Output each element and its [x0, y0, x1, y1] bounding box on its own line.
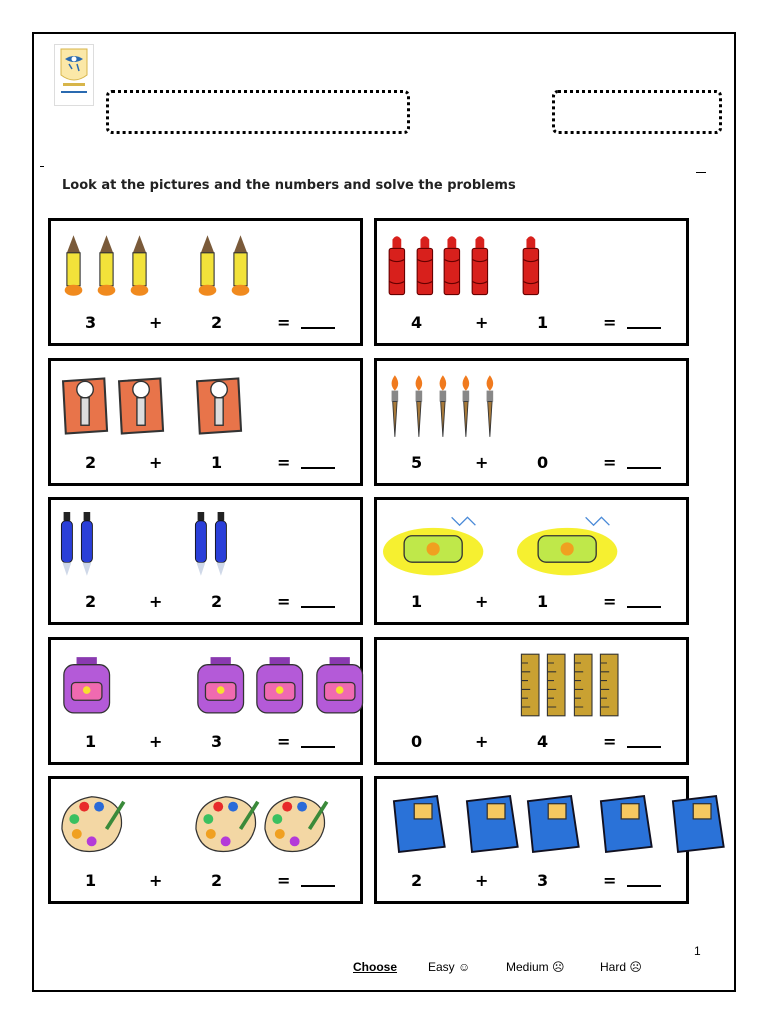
plus-sign: +: [149, 871, 163, 890]
problem-box: [374, 637, 689, 765]
problem-pictures: [51, 644, 360, 730]
pen-icon: [57, 512, 77, 583]
palette-icon: [57, 791, 126, 862]
notebook-icon: [383, 791, 456, 862]
pencil-icon: [224, 233, 257, 304]
plus-sign: +: [475, 313, 489, 332]
first-number: 0: [411, 732, 423, 751]
plus-sign: +: [149, 732, 163, 751]
problem-box: [48, 637, 363, 765]
problem-box: [48, 218, 363, 346]
second-number: 0: [537, 453, 549, 472]
problem-pictures: [377, 504, 686, 590]
equals-sign: =: [277, 453, 291, 472]
problem-box: [374, 358, 689, 486]
second-number: 2: [211, 313, 223, 332]
paintbrush-icon: [407, 373, 431, 444]
answer-blank[interactable]: [627, 732, 661, 748]
second-number: 4: [537, 732, 549, 751]
ruler-icon: [570, 652, 596, 723]
palette-icon: [260, 791, 329, 862]
first-number: 2: [411, 871, 423, 890]
backpack-icon: [250, 652, 309, 723]
sharpener-icon: [57, 373, 113, 444]
crayon-icon: [517, 233, 545, 304]
pencil-icon: [90, 233, 123, 304]
plus-sign: +: [475, 732, 489, 751]
first-number: 1: [411, 592, 423, 611]
problem-pictures: [51, 365, 360, 451]
problem-pictures: [51, 504, 360, 590]
page-number: 1: [694, 944, 701, 958]
left-dash: [40, 166, 44, 167]
crayon-icon: [466, 233, 494, 304]
pencil-icon: [57, 233, 90, 304]
problem-box: [374, 497, 689, 625]
paintbrush-icon: [478, 373, 502, 444]
problem-box: [48, 358, 363, 486]
answer-blank[interactable]: [301, 871, 335, 887]
first-number: 5: [411, 453, 423, 472]
equals-sign: =: [603, 871, 617, 890]
first-number: 1: [85, 732, 97, 751]
plus-sign: +: [475, 453, 489, 472]
backpack-icon: [191, 652, 250, 723]
answer-blank[interactable]: [627, 453, 661, 469]
notebook-icon: [517, 791, 590, 862]
sharpener-icon: [191, 373, 247, 444]
second-number: 2: [211, 592, 223, 611]
problem-box: [48, 497, 363, 625]
difficulty-easy[interactable]: Easy ☺: [428, 960, 471, 974]
answer-blank[interactable]: [627, 313, 661, 329]
second-number: 1: [537, 592, 549, 611]
first-number: 2: [85, 592, 97, 611]
choose-label: Choose: [353, 960, 398, 974]
problem-pictures: [377, 644, 686, 730]
equation-row: [51, 871, 360, 895]
answer-blank[interactable]: [627, 871, 661, 887]
pen-icon: [211, 512, 231, 583]
equals-sign: =: [277, 732, 291, 751]
first-number: 4: [411, 313, 423, 332]
school-logo: [54, 44, 94, 106]
backpack-icon: [310, 652, 369, 723]
second-number: 2: [211, 871, 223, 890]
equals-sign: =: [277, 871, 291, 890]
notebook-icon: [662, 791, 735, 862]
problem-box: [374, 776, 689, 904]
answer-blank[interactable]: [627, 592, 661, 608]
second-number: 3: [211, 732, 223, 751]
crayon-icon: [411, 233, 439, 304]
problem-pictures: [377, 783, 686, 869]
answer-blank[interactable]: [301, 592, 335, 608]
equation-row: [51, 592, 360, 616]
equation-row: [377, 592, 686, 616]
equals-sign: =: [603, 732, 617, 751]
first-number: 2: [85, 453, 97, 472]
equation-row: [377, 871, 686, 895]
equals-sign: =: [603, 592, 617, 611]
plus-sign: +: [149, 453, 163, 472]
pencil-icon: [123, 233, 156, 304]
problem-box: [374, 218, 689, 346]
equals-sign: =: [603, 313, 617, 332]
name-field-box[interactable]: [106, 90, 410, 134]
pen-icon: [191, 512, 211, 583]
equals-sign: =: [277, 592, 291, 611]
palette-icon: [191, 791, 260, 862]
problem-pictures: [51, 225, 360, 311]
ruler-icon: [517, 652, 543, 723]
pen-icon: [77, 512, 97, 583]
plus-sign: +: [149, 592, 163, 611]
problem-pictures: [51, 783, 360, 869]
ruler-icon: [543, 652, 569, 723]
backpack-icon: [57, 652, 116, 723]
pencil-case-icon: [383, 512, 489, 583]
paintbrush-icon: [431, 373, 455, 444]
equation-row: [51, 453, 360, 477]
second-number: 1: [211, 453, 223, 472]
problem-pictures: [377, 225, 686, 311]
equals-sign: =: [603, 453, 617, 472]
equation-row: [51, 313, 360, 337]
equation-row: [51, 732, 360, 756]
second-number: 1: [537, 313, 549, 332]
date-field-box[interactable]: [552, 90, 722, 134]
sharpener-icon: [113, 373, 169, 444]
equals-sign: =: [277, 313, 291, 332]
paintbrush-icon: [383, 373, 407, 444]
plus-sign: +: [475, 592, 489, 611]
pencil-case-icon: [517, 512, 623, 583]
right-dash: [696, 172, 706, 173]
paintbrush-icon: [454, 373, 478, 444]
first-number: 1: [85, 871, 97, 890]
equation-row: [377, 313, 686, 337]
problem-pictures: [377, 365, 686, 451]
plus-sign: +: [475, 871, 489, 890]
crayon-icon: [383, 233, 411, 304]
answer-blank[interactable]: [301, 732, 335, 748]
ruler-icon: [596, 652, 622, 723]
problem-box: [48, 776, 363, 904]
plus-sign: +: [149, 313, 163, 332]
first-number: 3: [85, 313, 97, 332]
pencil-icon: [191, 233, 224, 304]
answer-blank[interactable]: [301, 313, 335, 329]
difficulty-hard[interactable]: Hard ☹: [600, 960, 642, 974]
notebook-icon: [590, 791, 663, 862]
answer-blank[interactable]: [301, 453, 335, 469]
equation-row: [377, 453, 686, 477]
second-number: 3: [537, 871, 549, 890]
equation-row: [377, 732, 686, 756]
crayon-icon: [438, 233, 466, 304]
difficulty-medium[interactable]: Medium ☹: [506, 960, 565, 974]
instruction-text: Look at the pictures and the numbers and solve the problems: [62, 178, 516, 193]
